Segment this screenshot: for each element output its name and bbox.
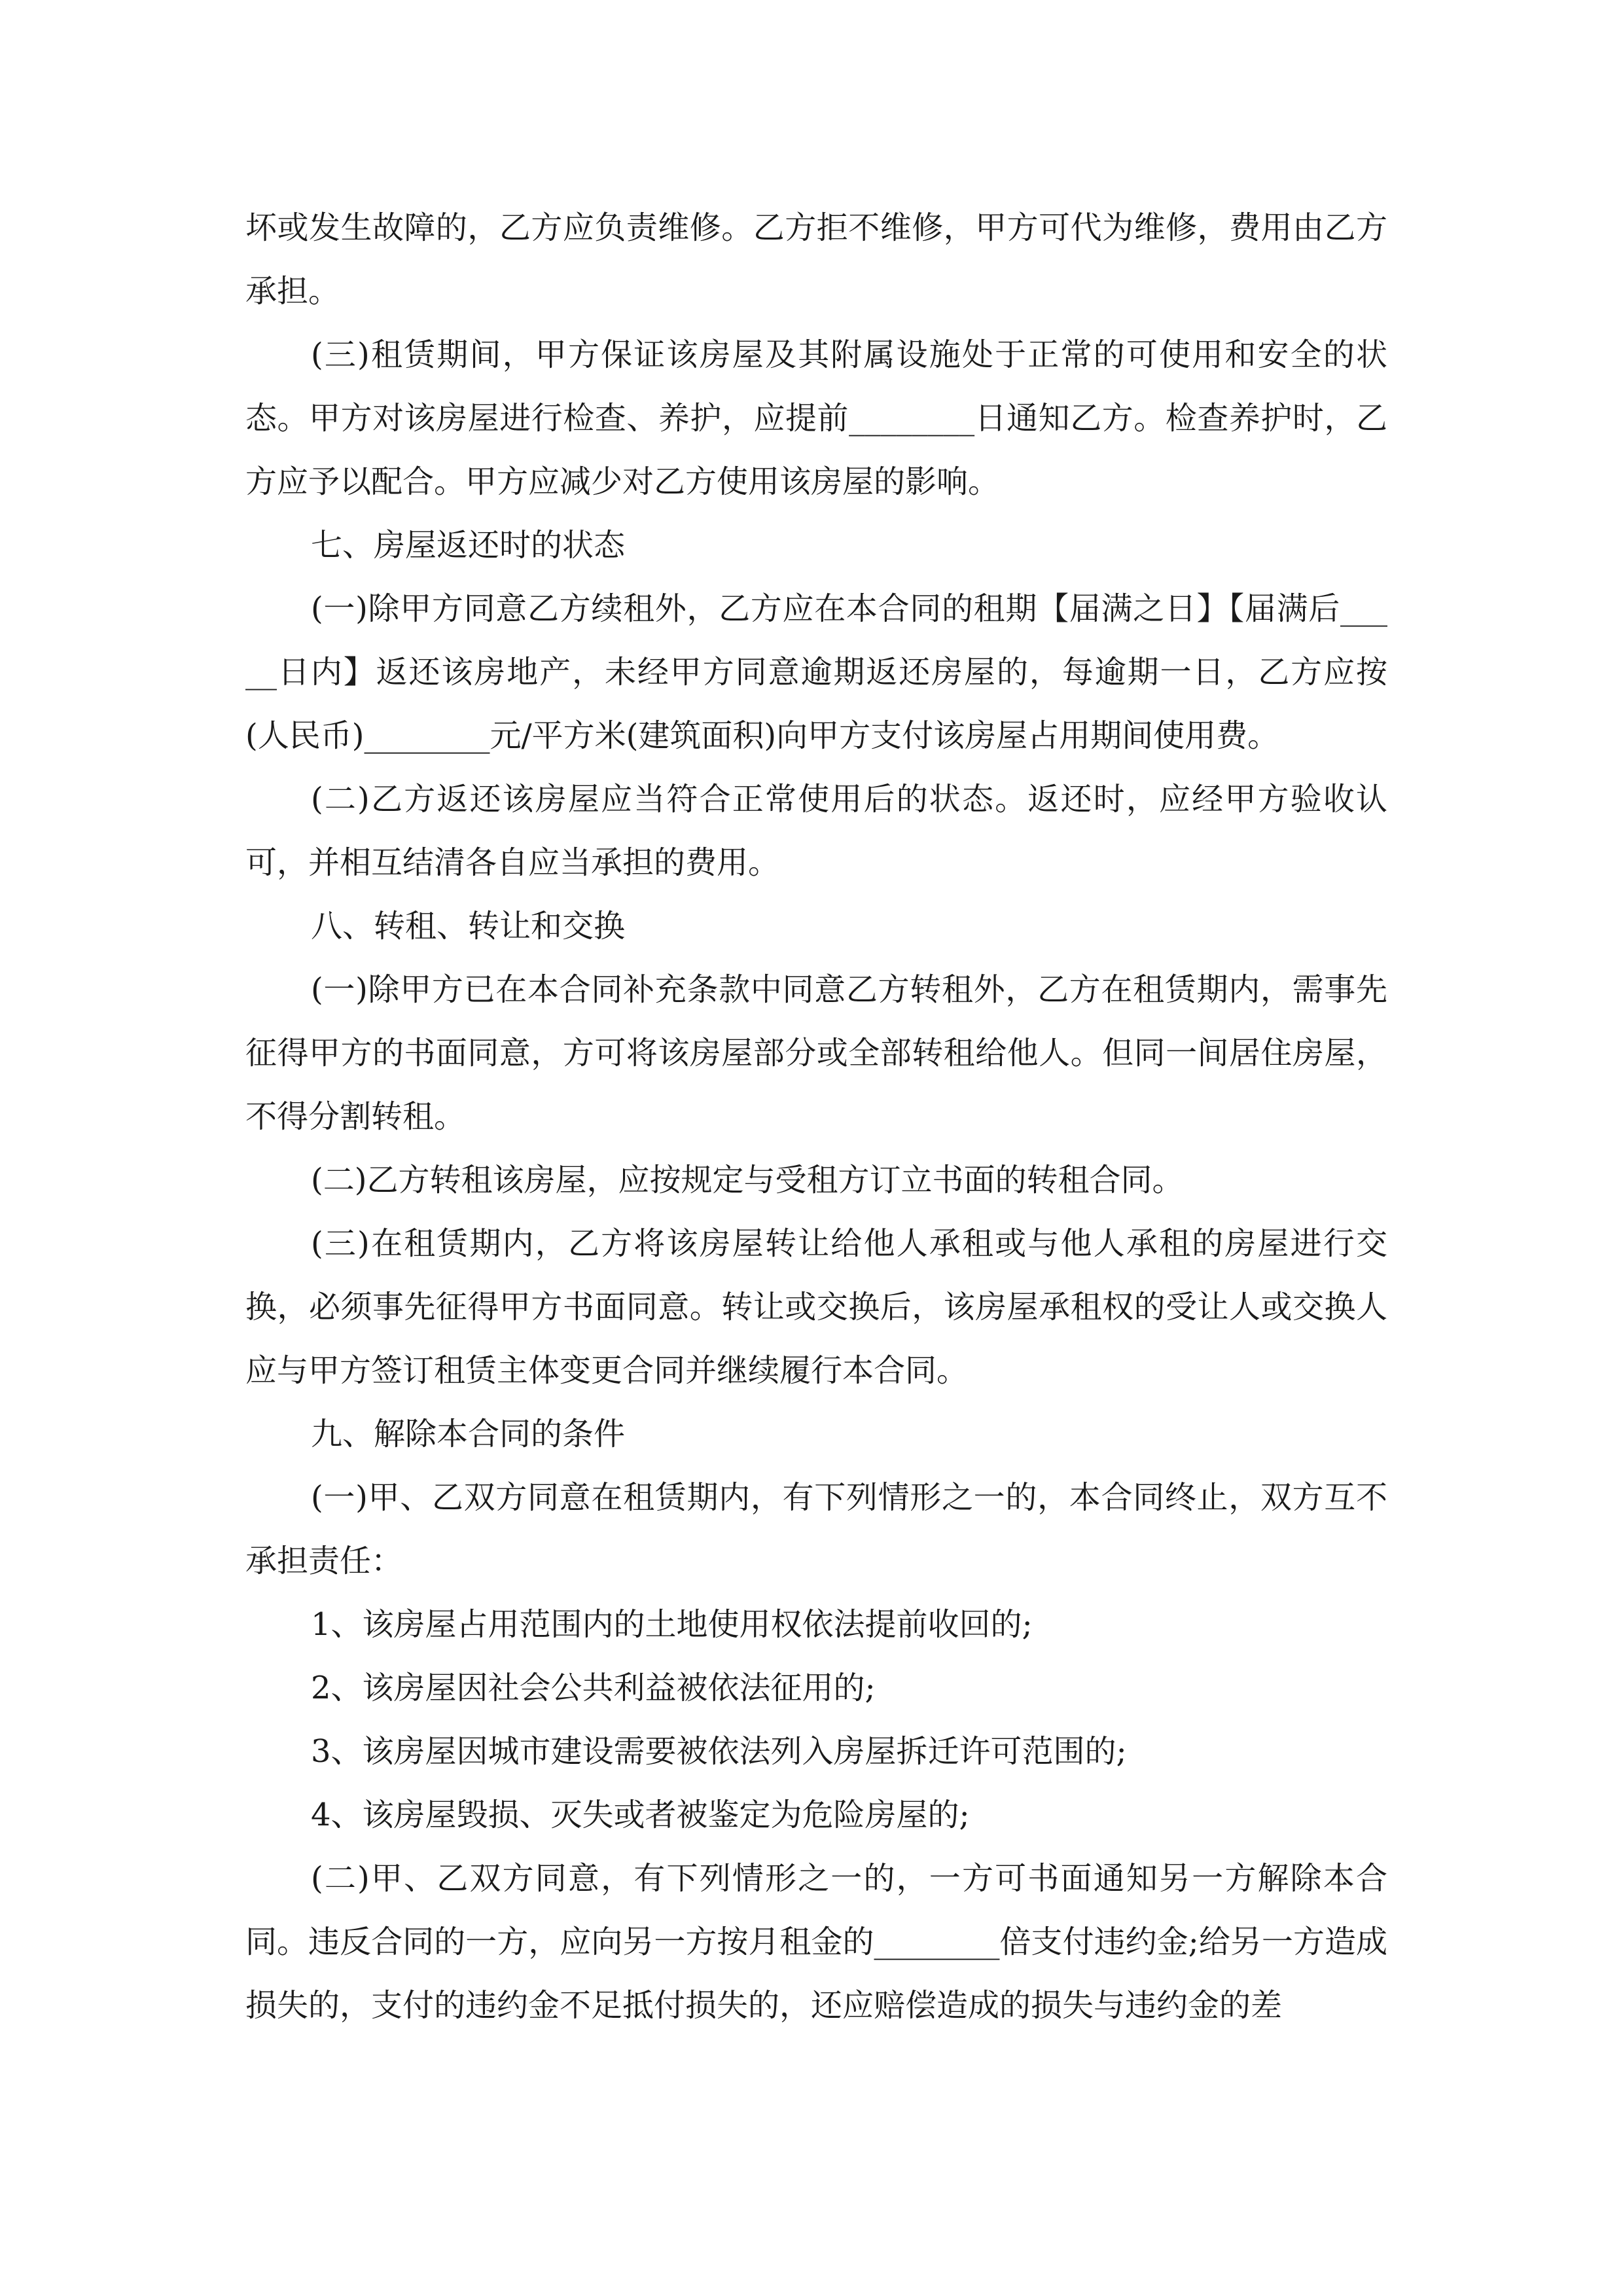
list-item-land-use-recovered: 1、该房屋占用范围内的土地使用权依法提前收回的; (311, 1606, 1033, 1643)
section-heading-termination: 九、解除本合同的条件 (311, 1416, 626, 1452)
paragraph-return-condition: (二)乙方返还该房屋应当符合正常使用后的状态。返还时，应经甲方验收认可，并相互结清各自应当承担的费用。 (245, 781, 1387, 881)
paragraph-termination-penalty: (二)甲、乙双方同意，有下列情形之一的，一方可书面通知另一方解除本合同。违反合同的一方，应向另一方按月租金的________倍支付违约金;给另一方造成损失的，支付的违约金不足抵付损失的，还应赔偿造成的损失与违约金的差 (245, 1860, 1387, 2024)
section-heading-sublease: 八、转租、转让和交换 (311, 908, 626, 944)
paragraph-sublease-consent: (一)除甲方已在本合同补充条款中同意乙方转租外，乙方在租赁期内，需事先征得甲方的书面同意，方可将该房屋部分或全部转租给他人。但同一间居住房屋，不得分割转租。 (245, 971, 1387, 1135)
section-heading-return-state: 七、房屋返还时的状态 (311, 527, 626, 564)
list-item-demolition-permit: 3、该房屋因城市建设需要被依法列入房屋拆迁许可范围的; (311, 1733, 1127, 1770)
list-item-public-interest-requisition: 2、该房屋因社会公共利益被依法征用的; (311, 1670, 876, 1706)
paragraph-transfer-exchange: (三)在租赁期内，乙方将该房屋转让给他人承租或与他人承租的房屋进行交换，必须事先征得甲方书面同意。转让或交换后，该房屋承租权的受让人或交换人应与甲方签订租赁主体变更合同并继续履行本合同。 (245, 1225, 1387, 1389)
paragraph-inspection-maintenance: (三)租赁期间，甲方保证该房屋及其附属设施处于正常的可使用和安全的状态。甲方对该房屋进行检查、养护，应提前________日通知乙方。检查养护时，乙方应予以配合。甲方应减少对乙方使用该房屋的影响。 (245, 336, 1387, 500)
list-item-damaged-dangerous: 4、该房屋毁损、灭失或者被鉴定为危险房屋的; (311, 1797, 970, 1833)
paragraph-sublease-contract: (二)乙方转租该房屋，应按规定与受租方订立书面的转租合同。 (311, 1162, 1184, 1198)
paragraph-termination-no-liability: (一)甲、乙双方同意在租赁期内，有下列情形之一的，本合同终止，双方互不承担责任： (245, 1479, 1387, 1579)
document-body (245, 196, 1387, 2037)
paragraph-repair-responsibility: 坏或发生故障的，乙方应负责维修。乙方拒不维修，甲方可代为维修，费用由乙方承担。 (245, 209, 1387, 310)
paragraph-return-deadline: (一)除甲方同意乙方续租外，乙方应在本合同的租期【届满之日】【届满后_____日内】返还该房地产，未经甲方同意逾期返还房屋的，每逾期一日，乙方应按(人民币)________元/平方米(建筑面积)向甲方支付该房屋占用期间使用费。 (245, 590, 1387, 754)
